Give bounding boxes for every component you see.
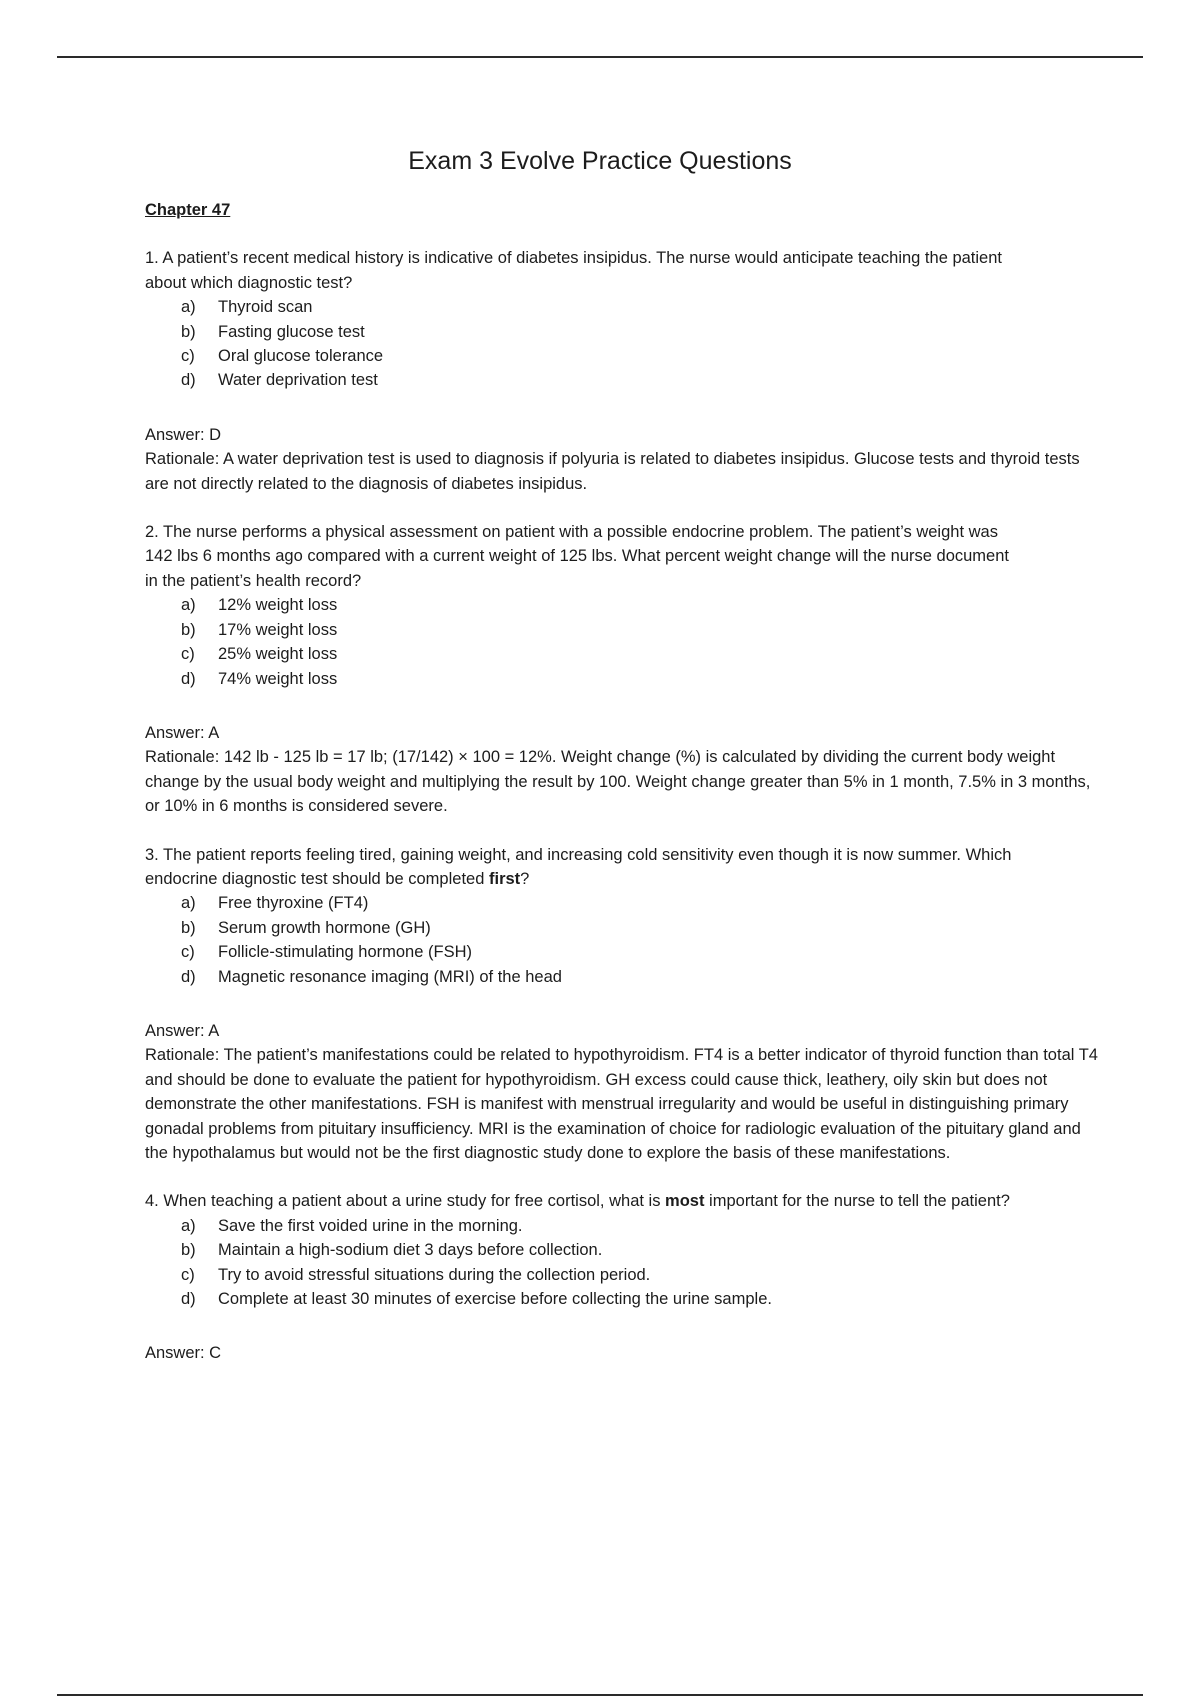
- option-d: d) Magnetic resonance imaging (MRI) of the head: [181, 967, 562, 986]
- question-2: [145, 520, 1105, 818]
- option-c: c) 25% weight loss: [181, 645, 338, 664]
- rationale: Rationale: A water deprivation test is used to diagnosis if polyuria is related to diabetes insipidus. Glucose tests and thyroid tests are not directly related to the diagnosis of diabetes insipidus.: [145, 450, 1080, 493]
- option-d: d) Complete at least 30 minutes of exercise before collecting the urine sample.: [181, 1290, 772, 1309]
- option-c: c) Try to avoid stressful situations during the collection period.: [181, 1265, 651, 1284]
- option-b: b) Maintain a high-sodium diet 3 days before collection.: [181, 1241, 603, 1260]
- document-title: Exam 3 Evolve Practice Questions: [408, 147, 792, 175]
- emphasis-most: most: [665, 1192, 705, 1211]
- question-stem: 1. A patient’s recent medical history is indicative of diabetes insipidus. The nurse would anticipate teaching the patient about which diagnostic test?: [145, 249, 1002, 292]
- answer: Answer: A: [145, 723, 220, 742]
- emphasis-first: first: [488, 869, 521, 888]
- bottom-rule: [57, 1694, 1143, 1696]
- question-3: [145, 843, 1105, 1166]
- question-stem: 3. The patient reports feeling tired, gaining weight, and increasing cold sensitivity even though it is now summer. Which endocrine diagnostic test should be completed first?: [145, 845, 1012, 888]
- top-rule: [57, 56, 1143, 58]
- option-list: [145, 295, 1105, 393]
- question-4: [145, 1189, 1105, 1365]
- option-d: d) 74% weight loss: [181, 669, 338, 688]
- option-a: a) Save the first voided urine in the morning.: [181, 1216, 523, 1235]
- option-d: d) Water deprivation test: [181, 371, 378, 390]
- option-b: b) Serum growth hormone (GH): [181, 918, 431, 937]
- option-a: a) 12% weight loss: [181, 596, 338, 615]
- question-stem: 4. When teaching a patient about a urine study for free cortisol, what is most important for the nurse to tell the patient?: [145, 1192, 1010, 1211]
- option-b: b) Fasting glucose test: [181, 322, 365, 341]
- option-list: [145, 891, 1105, 989]
- answer: Answer: A: [145, 1021, 220, 1040]
- question-1: [145, 246, 1105, 496]
- document-body: [145, 140, 1105, 1366]
- option-c: c) Follicle-stimulating hormone (FSH): [181, 943, 472, 962]
- option-a: a) Thyroid scan: [181, 298, 313, 317]
- chapter-heading: Chapter 47: [145, 201, 231, 219]
- question-stem: 2. The nurse performs a physical assessment on patient with a possible endocrine problem. The patient’s weight was 142 lbs 6 months ago compared with a current weight of 125 lbs. What percent weight change will the nurse document in the patient’s health record?: [145, 523, 1009, 590]
- answer: Answer: D: [145, 425, 222, 444]
- rationale: Rationale: 142 lb - 125 lb = 17 lb; (17/142) × 100 = 12%. Weight change (%) is calculated by dividing the current body weight change by the usual body weight and multiplying the result by 100. Weight change greater than 5% in 1 month, 7.5% in 3 months, or 10% in 6 months is considered severe.: [145, 748, 1091, 816]
- option-c: c) Oral glucose tolerance: [181, 347, 384, 366]
- option-list: [145, 1214, 1105, 1312]
- option-b: b) 17% weight loss: [181, 620, 338, 639]
- rationale: Rationale: The patient’s manifestations could be related to hypothyroidism. FT4 is a better indicator of thyroid function than total T4 and should be done to evaluate the patient for hypothyroidism. GH excess could cause thick, leathery, oily skin but does not demonstrate the other manifestations. FSH is manifest with menstrual irregularity and would be useful in distinguishing primary gonadal problems from pituitary insufficiency. MRI is the examination of choice for radiologic evaluation of the pituitary gland and the hypothalamus but would not be the first diagnostic study done to explore the basis of these manifestations.: [145, 1046, 1098, 1162]
- option-a: a) Free thyroxine (FT4): [181, 894, 369, 913]
- answer: Answer: C: [145, 1344, 222, 1363]
- option-list: [145, 593, 1105, 691]
